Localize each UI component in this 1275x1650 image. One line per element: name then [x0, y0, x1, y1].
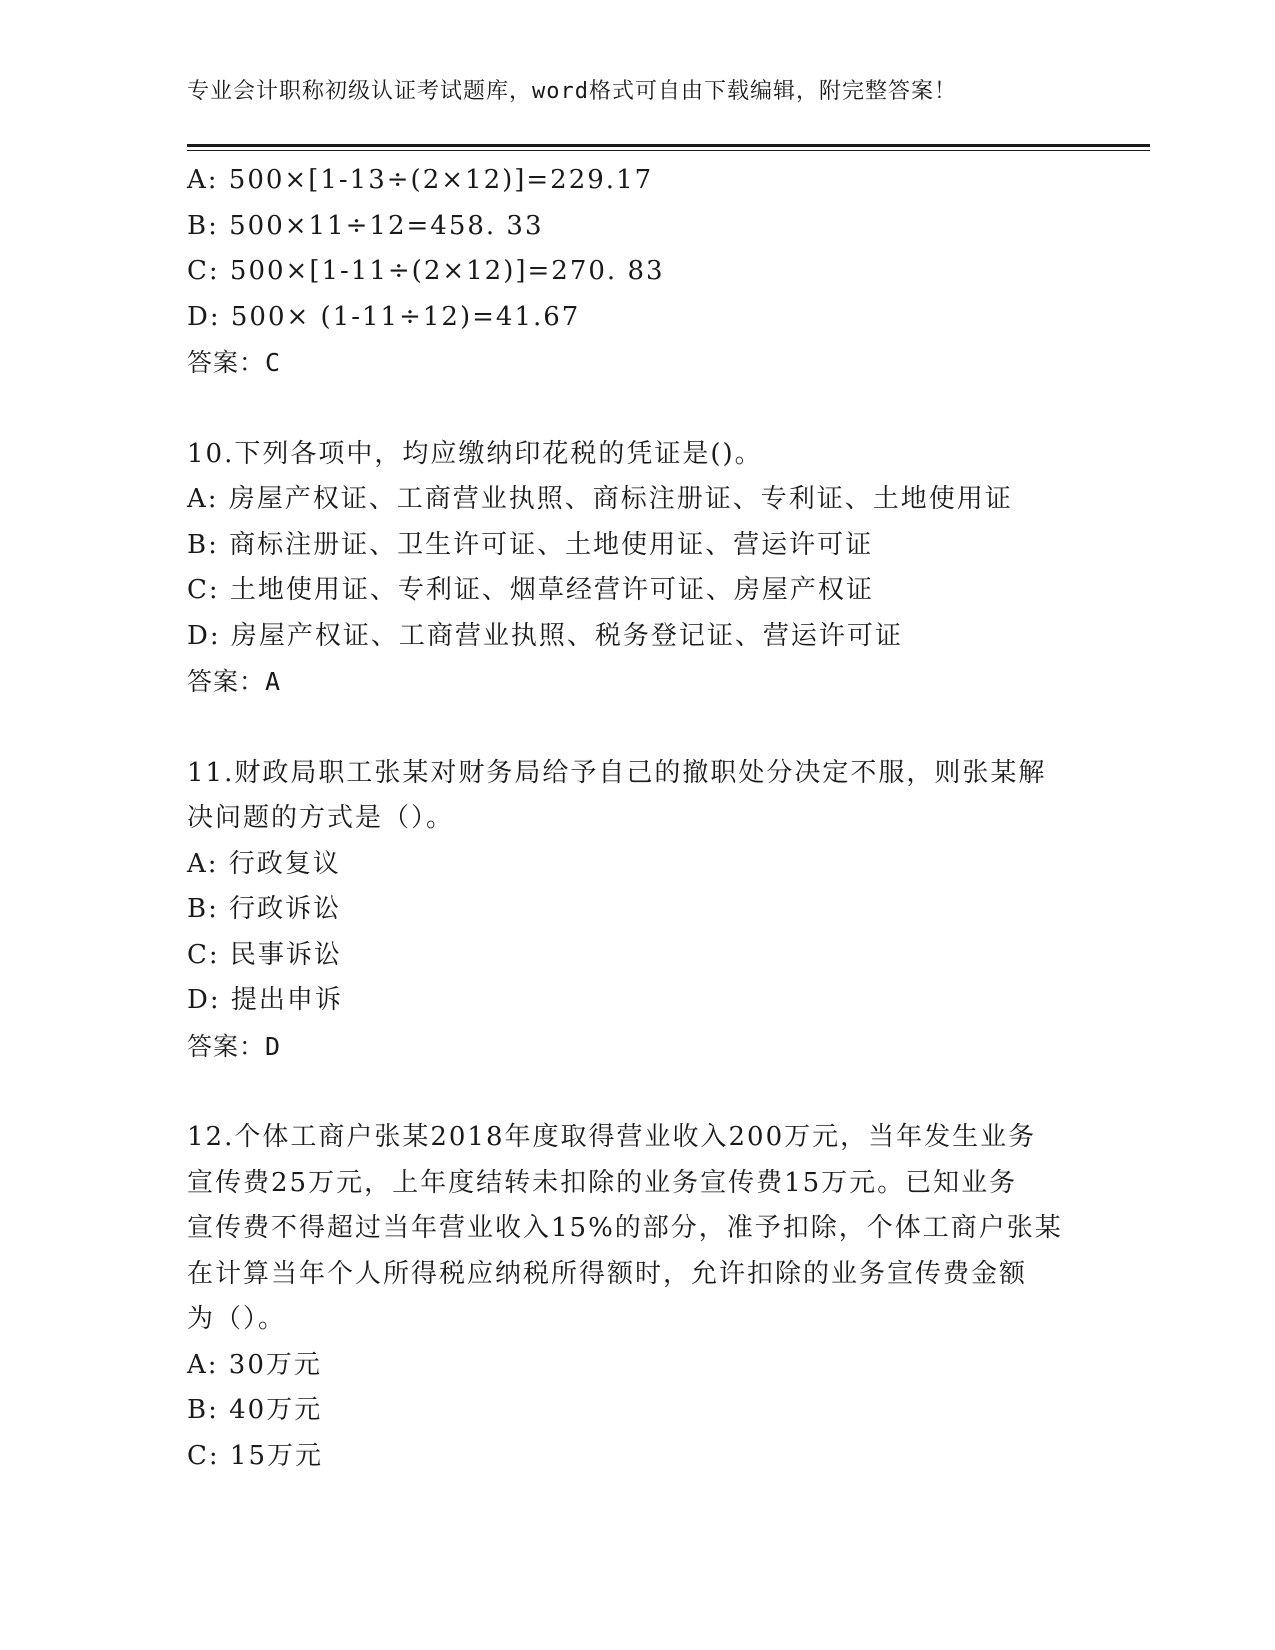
question-text-line-4: 在计算当年个人所得税应纳税所得额时，允许扣除的业务宣传费金额: [187, 1258, 1028, 1289]
option-a: A: 30万元: [187, 1349, 322, 1380]
option-d: D: 提出申诉: [187, 985, 343, 1015]
question-text-line-3: 宣传费不得超过当年营业收入15%的部分，准予扣除，个体工商户张某: [187, 1213, 1063, 1243]
header-divider-thin: [187, 150, 1150, 151]
question-text-line-5: 为（）。: [187, 1304, 287, 1334]
option-d: D: 房屋产权证、工商营业执照、税务登记证、营运许可证: [187, 620, 903, 651]
spacer: [187, 1069, 1107, 1115]
header-divider-thick: [187, 144, 1150, 147]
question-block-12: [187, 1115, 1107, 1479]
option-d: D: 500× (1-11÷12)=41.67: [187, 301, 581, 332]
question-text-line-1: 12.个体工商户张某2018年度取得营业收入200万元，当年发生业务: [187, 1122, 1037, 1152]
question-block-prev: [187, 158, 1107, 386]
answer-label: 答案：C: [187, 348, 282, 377]
page-header: 专业会计职称初级认证考试题库，word格式可自由下载编辑，附完整答案！: [187, 79, 957, 104]
option-c: C: 土地使用证、专利证、烟草经营许可证、房屋产权证: [187, 575, 874, 605]
option-b: B: 行政诉讼: [187, 894, 342, 924]
question-list: [187, 158, 1107, 1479]
option-b: B: 商标注册证、卫生许可证、土地使用证、营运许可证: [187, 529, 874, 560]
option-a: A: 房屋产权证、工商营业执照、商标注册证、专利证、土地使用证: [187, 484, 1013, 514]
option-c: C: 民事诉讼: [187, 939, 342, 970]
option-c: C: 15万元: [187, 1440, 324, 1471]
question-block-11: [187, 751, 1107, 1070]
question-text: 10.下列各项中，均应缴纳印花税的凭证是()。: [187, 438, 763, 469]
question-text-line-2: 决问题的方式是（）。: [187, 803, 455, 833]
answer-label: 答案：A: [187, 667, 282, 696]
answer-label: 答案：D: [187, 1031, 282, 1061]
question-text-line-1: 11.财政局职工张某对财务局给予自己的撤职处分决定不服，则张某解: [187, 757, 1047, 788]
spacer: [187, 705, 1107, 751]
question-block-10: [187, 432, 1107, 705]
option-b: B: 40万元: [187, 1395, 323, 1425]
option-b: B: 500×11÷12=458. 33: [187, 210, 544, 241]
option-a: A: 行政复议: [187, 848, 341, 879]
question-text-line-2: 宣传费25万元，上年度结转未扣除的业务宣传费15万元。已知业务: [187, 1167, 1018, 1198]
option-a: A: 500×[1-13÷(2×12)]=229.17: [187, 165, 654, 195]
option-c: C: 500×[1-11÷(2×12)]=270. 83: [187, 256, 665, 286]
spacer: [187, 386, 1107, 432]
